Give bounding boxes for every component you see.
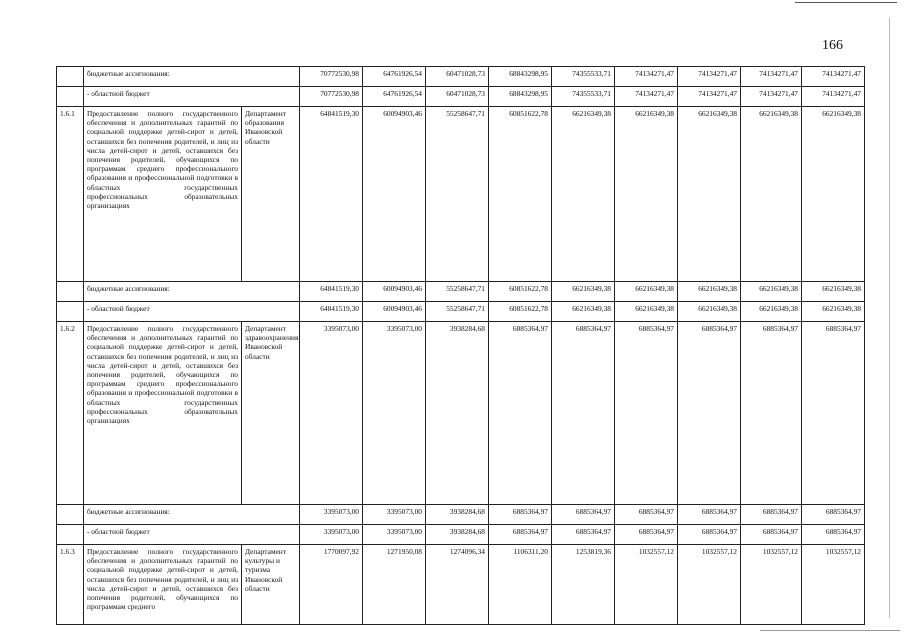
value-cell: 1032557,12 bbox=[802, 545, 865, 625]
budget-sum-row bbox=[57, 67, 865, 87]
value-cell: 60471028,73 bbox=[426, 87, 489, 107]
program-item-row bbox=[57, 545, 865, 625]
value-cell: 64841519,30 bbox=[300, 282, 363, 302]
value-cell: 60851622,78 bbox=[489, 302, 552, 322]
page-number: 166 bbox=[822, 38, 843, 53]
value-cell: 60851622,78 bbox=[489, 282, 552, 302]
value-cell: 64841519,30 bbox=[300, 107, 363, 282]
value-cell: 74134271,47 bbox=[741, 67, 802, 87]
value-cell: 66216349,38 bbox=[678, 282, 741, 302]
program-item-row bbox=[57, 322, 865, 505]
value-cell: 74134271,47 bbox=[741, 87, 802, 107]
value-cell: 6885364,97 bbox=[489, 505, 552, 525]
value-cell: 6885364,97 bbox=[741, 525, 802, 545]
budget-sum-row bbox=[57, 87, 865, 107]
row-label: - областной бюджет bbox=[84, 87, 300, 107]
item-description: Предоставление полного государственного обеспечения и дополнительных гарантий по социальной поддержке детей-сирот и детей, оставшихся без попечения родителей, и лиц из числа детей-сирот и детей, оставшихся без попечения родителей, обучающихся по программам среднего bbox=[84, 545, 242, 625]
value-cell: 3938284,68 bbox=[426, 322, 489, 505]
value-cell: 6885364,97 bbox=[678, 525, 741, 545]
row-label: - областной бюджет bbox=[84, 525, 300, 545]
empty-index-cell bbox=[57, 87, 84, 107]
value-cell: 1106311,20 bbox=[489, 545, 552, 625]
value-cell: 74355533,71 bbox=[552, 87, 615, 107]
value-cell: 74134271,47 bbox=[615, 87, 678, 107]
value-cell: 6885364,97 bbox=[802, 322, 865, 505]
value-cell: 6885364,97 bbox=[802, 525, 865, 545]
budget-sum-row bbox=[57, 282, 865, 302]
value-cell: 68843298,95 bbox=[489, 67, 552, 87]
budget-table-body bbox=[57, 67, 865, 625]
value-cell: 66216349,38 bbox=[741, 282, 802, 302]
value-cell: 1032557,12 bbox=[615, 545, 678, 625]
empty-index-cell bbox=[57, 67, 84, 87]
value-cell: 74134271,47 bbox=[678, 87, 741, 107]
top-rule bbox=[795, 2, 897, 3]
value-cell: 66216349,38 bbox=[552, 107, 615, 282]
budget-table bbox=[56, 66, 865, 625]
value-cell: 6885364,97 bbox=[489, 525, 552, 545]
value-cell: 66216349,38 bbox=[802, 282, 865, 302]
item-executor: Департамент культуры и туризма Ивановской области bbox=[242, 545, 300, 625]
value-cell: 66216349,38 bbox=[678, 107, 741, 282]
value-cell: 6885364,97 bbox=[552, 505, 615, 525]
value-cell: 3395073,00 bbox=[363, 322, 426, 505]
value-cell: 3395073,00 bbox=[300, 322, 363, 505]
empty-index-cell bbox=[57, 505, 84, 525]
value-cell: 1770097,92 bbox=[300, 545, 363, 625]
item-description: Предоставление полного государственного обеспечения и дополнительных гарантий по социальной поддержке детей-сирот и детей, оставшихся без попечения родителей, и лиц из числа детей-сирот и детей, оставшихся без попечения родителей, обучающихся по программам среднего профессионального образования и профессиональной подготовки в областных государственных профессиональных образовательных организациях bbox=[84, 107, 242, 282]
value-cell: 60471028,73 bbox=[426, 67, 489, 87]
empty-index-cell bbox=[57, 302, 84, 322]
value-cell: 66216349,38 bbox=[802, 302, 865, 322]
value-cell: 66216349,38 bbox=[741, 302, 802, 322]
value-cell: 74134271,47 bbox=[802, 67, 865, 87]
value-cell: 3395073,00 bbox=[363, 525, 426, 545]
right-margin-line bbox=[889, 18, 890, 618]
value-cell: 6885364,97 bbox=[678, 322, 741, 505]
budget-sum-row bbox=[57, 302, 865, 322]
value-cell: 6885364,97 bbox=[802, 505, 865, 525]
value-cell: 1032557,12 bbox=[741, 545, 802, 625]
empty-index-cell bbox=[57, 282, 84, 302]
item-executor: Департамент образования Ивановской области bbox=[242, 107, 300, 282]
value-cell: 66216349,38 bbox=[802, 107, 865, 282]
value-cell: 64761926,54 bbox=[363, 67, 426, 87]
item-index: 1.6.3 bbox=[57, 545, 84, 625]
value-cell: 66216349,38 bbox=[552, 282, 615, 302]
bottom-rule bbox=[760, 630, 900, 631]
value-cell: 6885364,97 bbox=[489, 322, 552, 505]
value-cell: 70772530,98 bbox=[300, 67, 363, 87]
value-cell: 3938284,68 bbox=[426, 505, 489, 525]
value-cell: 64841519,30 bbox=[300, 302, 363, 322]
value-cell: 60094903,46 bbox=[363, 282, 426, 302]
value-cell: 60094903,46 bbox=[363, 107, 426, 282]
value-cell: 74134271,47 bbox=[678, 67, 741, 87]
value-cell: 66216349,38 bbox=[741, 107, 802, 282]
value-cell: 1032557,12 bbox=[678, 545, 741, 625]
value-cell: 6885364,97 bbox=[615, 525, 678, 545]
budget-sum-row bbox=[57, 505, 865, 525]
value-cell: 1274096,34 bbox=[426, 545, 489, 625]
budget-sum-row bbox=[57, 525, 865, 545]
value-cell: 1253819,36 bbox=[552, 545, 615, 625]
value-cell: 74134271,47 bbox=[802, 87, 865, 107]
value-cell: 74355533,71 bbox=[552, 67, 615, 87]
value-cell: 3395073,00 bbox=[300, 525, 363, 545]
item-index: 1.6.2 bbox=[57, 322, 84, 505]
value-cell: 70772530,98 bbox=[300, 87, 363, 107]
value-cell: 55258647,71 bbox=[426, 107, 489, 282]
row-label: бюджетные ассигнования: bbox=[84, 282, 300, 302]
program-item-row bbox=[57, 107, 865, 282]
value-cell: 3938284,68 bbox=[426, 525, 489, 545]
value-cell: 1271950,08 bbox=[363, 545, 426, 625]
value-cell: 60094903,46 bbox=[363, 302, 426, 322]
row-label: бюджетные ассигнования: bbox=[84, 505, 300, 525]
value-cell: 3395073,00 bbox=[300, 505, 363, 525]
row-label: - областной бюджет bbox=[84, 302, 300, 322]
item-description: Предоставление полного государственного обеспечения и дополнительных гарантий по социальной поддержке детей-сирот и детей, оставшихся без попечения родителей, и лиц из числа детей-сирот и детей, оставшихся без попечения родителей, обучающихся по программам среднего профессионального образования и профессиональной подготовки в областных государственных профессиональных образовательных организациях bbox=[84, 322, 242, 505]
value-cell: 66216349,38 bbox=[615, 302, 678, 322]
item-executor: Департамент здравоохранения Ивановской области bbox=[242, 322, 300, 505]
value-cell: 3395073,00 bbox=[363, 505, 426, 525]
value-cell: 6885364,97 bbox=[741, 322, 802, 505]
item-index: 1.6.1 bbox=[57, 107, 84, 282]
value-cell: 55258647,71 bbox=[426, 282, 489, 302]
value-cell: 60851622,78 bbox=[489, 107, 552, 282]
value-cell: 55258647,71 bbox=[426, 302, 489, 322]
value-cell: 66216349,38 bbox=[552, 302, 615, 322]
value-cell: 64761926,54 bbox=[363, 87, 426, 107]
value-cell: 74134271,47 bbox=[615, 67, 678, 87]
value-cell: 66216349,38 bbox=[615, 107, 678, 282]
value-cell: 6885364,97 bbox=[552, 322, 615, 505]
empty-index-cell bbox=[57, 525, 84, 545]
value-cell: 6885364,97 bbox=[741, 505, 802, 525]
value-cell: 68843298,95 bbox=[489, 87, 552, 107]
value-cell: 66216349,38 bbox=[615, 282, 678, 302]
value-cell: 6885364,97 bbox=[678, 505, 741, 525]
value-cell: 6885364,97 bbox=[615, 505, 678, 525]
value-cell: 66216349,38 bbox=[678, 302, 741, 322]
value-cell: 6885364,97 bbox=[615, 322, 678, 505]
value-cell: 6885364,97 bbox=[552, 525, 615, 545]
row-label: бюджетные ассигнования: bbox=[84, 67, 300, 87]
